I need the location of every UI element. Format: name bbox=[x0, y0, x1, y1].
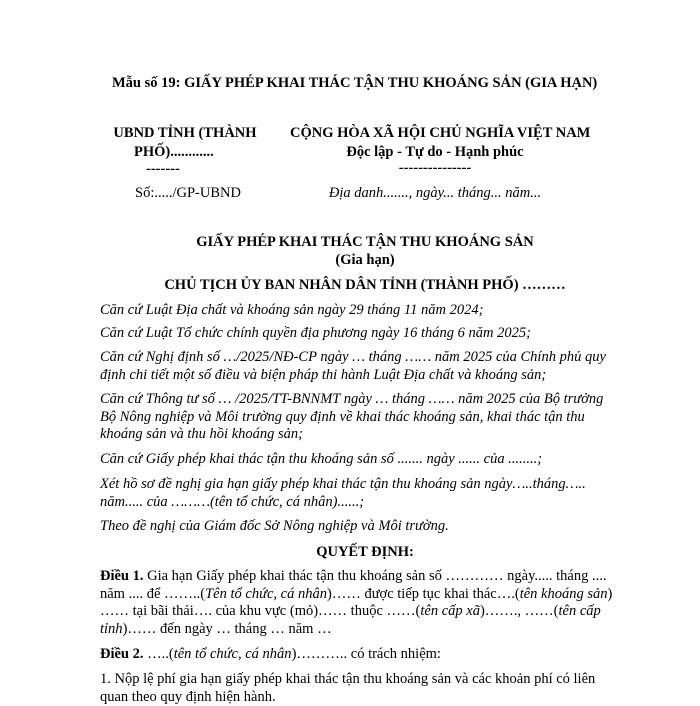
country-name: CỘNG HÒA XÃ HỘI CHỦ NGHĨA VIỆT NAM bbox=[290, 125, 591, 141]
article-1-text: )…… đến ngày … tháng … năm … bbox=[122, 620, 332, 637]
article-2-text: …..( bbox=[143, 646, 174, 662]
preamble-item: Theo đề nghị của Giám đốc Sở Nông nghiệp và Môi trường. bbox=[100, 518, 449, 534]
article-1-text: )…… được tiếp tục khai thác….( bbox=[326, 585, 520, 602]
document-subtitle: (Gia hạn) bbox=[335, 252, 395, 268]
preamble-item: Căn cứ Nghị định số …/2025/NĐ-CP ngày … tháng …… năm 2025 của Chính phủ quy định chi tiết một số điều và biện pháp thi hành Luật Địa chất và khoáng sản; bbox=[100, 349, 606, 383]
article-2-text: )……….. có trách nhiệm: bbox=[291, 646, 441, 662]
document-number: Số:...../GP-UBND bbox=[135, 185, 241, 201]
article-2 bbox=[100, 646, 625, 664]
decision-heading: QUYẾT ĐỊNH: bbox=[316, 544, 414, 560]
preamble-item: Căn cứ Thông tư số … /2025/TT-BNNMT ngày … tháng …… năm 2025 của Bộ trưởng Bộ Nông nghiệp và Môi trường quy định về khai thác khoáng sản, khai thác tận thu khoáng sản và thu hồi khoáng sản; bbox=[100, 391, 604, 442]
article-1-text: Gia hạn Giấy phép khai thác tận thu khoáng sản số ………… ngày..... tháng .... năm .... để ……..( bbox=[100, 568, 607, 602]
place-date: Địa danh......., ngày... tháng... năm... bbox=[328, 185, 542, 201]
article-1-label: Điều 1. bbox=[100, 568, 144, 584]
article-1-text: )……., ……( bbox=[479, 603, 559, 619]
preamble-item: Căn cứ Luật Địa chất và khoáng sản ngày 29 tháng 11 năm 2024; bbox=[100, 302, 484, 318]
document-title: GIẤY PHÉP KHAI THÁC TẬN THU KHOÁNG SẢN bbox=[196, 234, 534, 250]
issuing-authority-line2: PHỐ)............ bbox=[134, 144, 214, 160]
preamble-item: Xét hồ sơ đề nghị gia hạn giấy phép khai thác tận thu khoáng sản ngày…..tháng….. năm..... của ………(tên tổ chức, cá nhân)......; bbox=[100, 476, 586, 510]
preamble-item: Căn cứ Luật Tổ chức chính quyền địa phương ngày 16 tháng 6 năm 2025; bbox=[100, 325, 531, 341]
article-1-italic: tên cấp xã bbox=[420, 603, 480, 619]
issuing-authority-line1: UBND TỈNH (THÀNH bbox=[113, 125, 257, 141]
article-1-italic: tên cấp tỉnh bbox=[100, 603, 601, 637]
motto-rule: --------------- bbox=[398, 160, 472, 176]
article-1 bbox=[100, 568, 625, 638]
authority-heading: CHỦ TỊCH ỦY BAN NHÂN DÂN TỈNH (THÀNH PHỐ) ……… bbox=[164, 277, 566, 293]
article-1-text: ) …… tại bãi thải…. của khu vực (mỏ)…… thuộc ……( bbox=[100, 585, 613, 619]
authority-rule: ------- bbox=[146, 161, 180, 177]
article-2-italic: tên tổ chức, cá nhân bbox=[173, 646, 292, 662]
article-2-label: Điều 2. bbox=[100, 646, 144, 662]
form-title: Mẫu số 19: GIẤY PHÉP KHAI THÁC TẬN THU KHOÁNG SẢN (GIA HẠN) bbox=[112, 75, 598, 91]
national-motto: Độc lập - Tự do - Hạnh phúc bbox=[346, 144, 524, 160]
article-2-item-1: 1. Nộp lệ phí gia hạn giấy phép khai thác tận thu khoáng sản và các khoản phí có liên quan theo quy định hiện hành. bbox=[100, 671, 596, 705]
article-1-italic: tên khoáng sản bbox=[519, 585, 608, 602]
article-1-italic: Tên tổ chức, cá nhân bbox=[205, 585, 327, 602]
preamble-item: Căn cứ Giấy phép khai thác tận thu khoáng sản số ....... ngày ...... của ........; bbox=[100, 451, 543, 467]
